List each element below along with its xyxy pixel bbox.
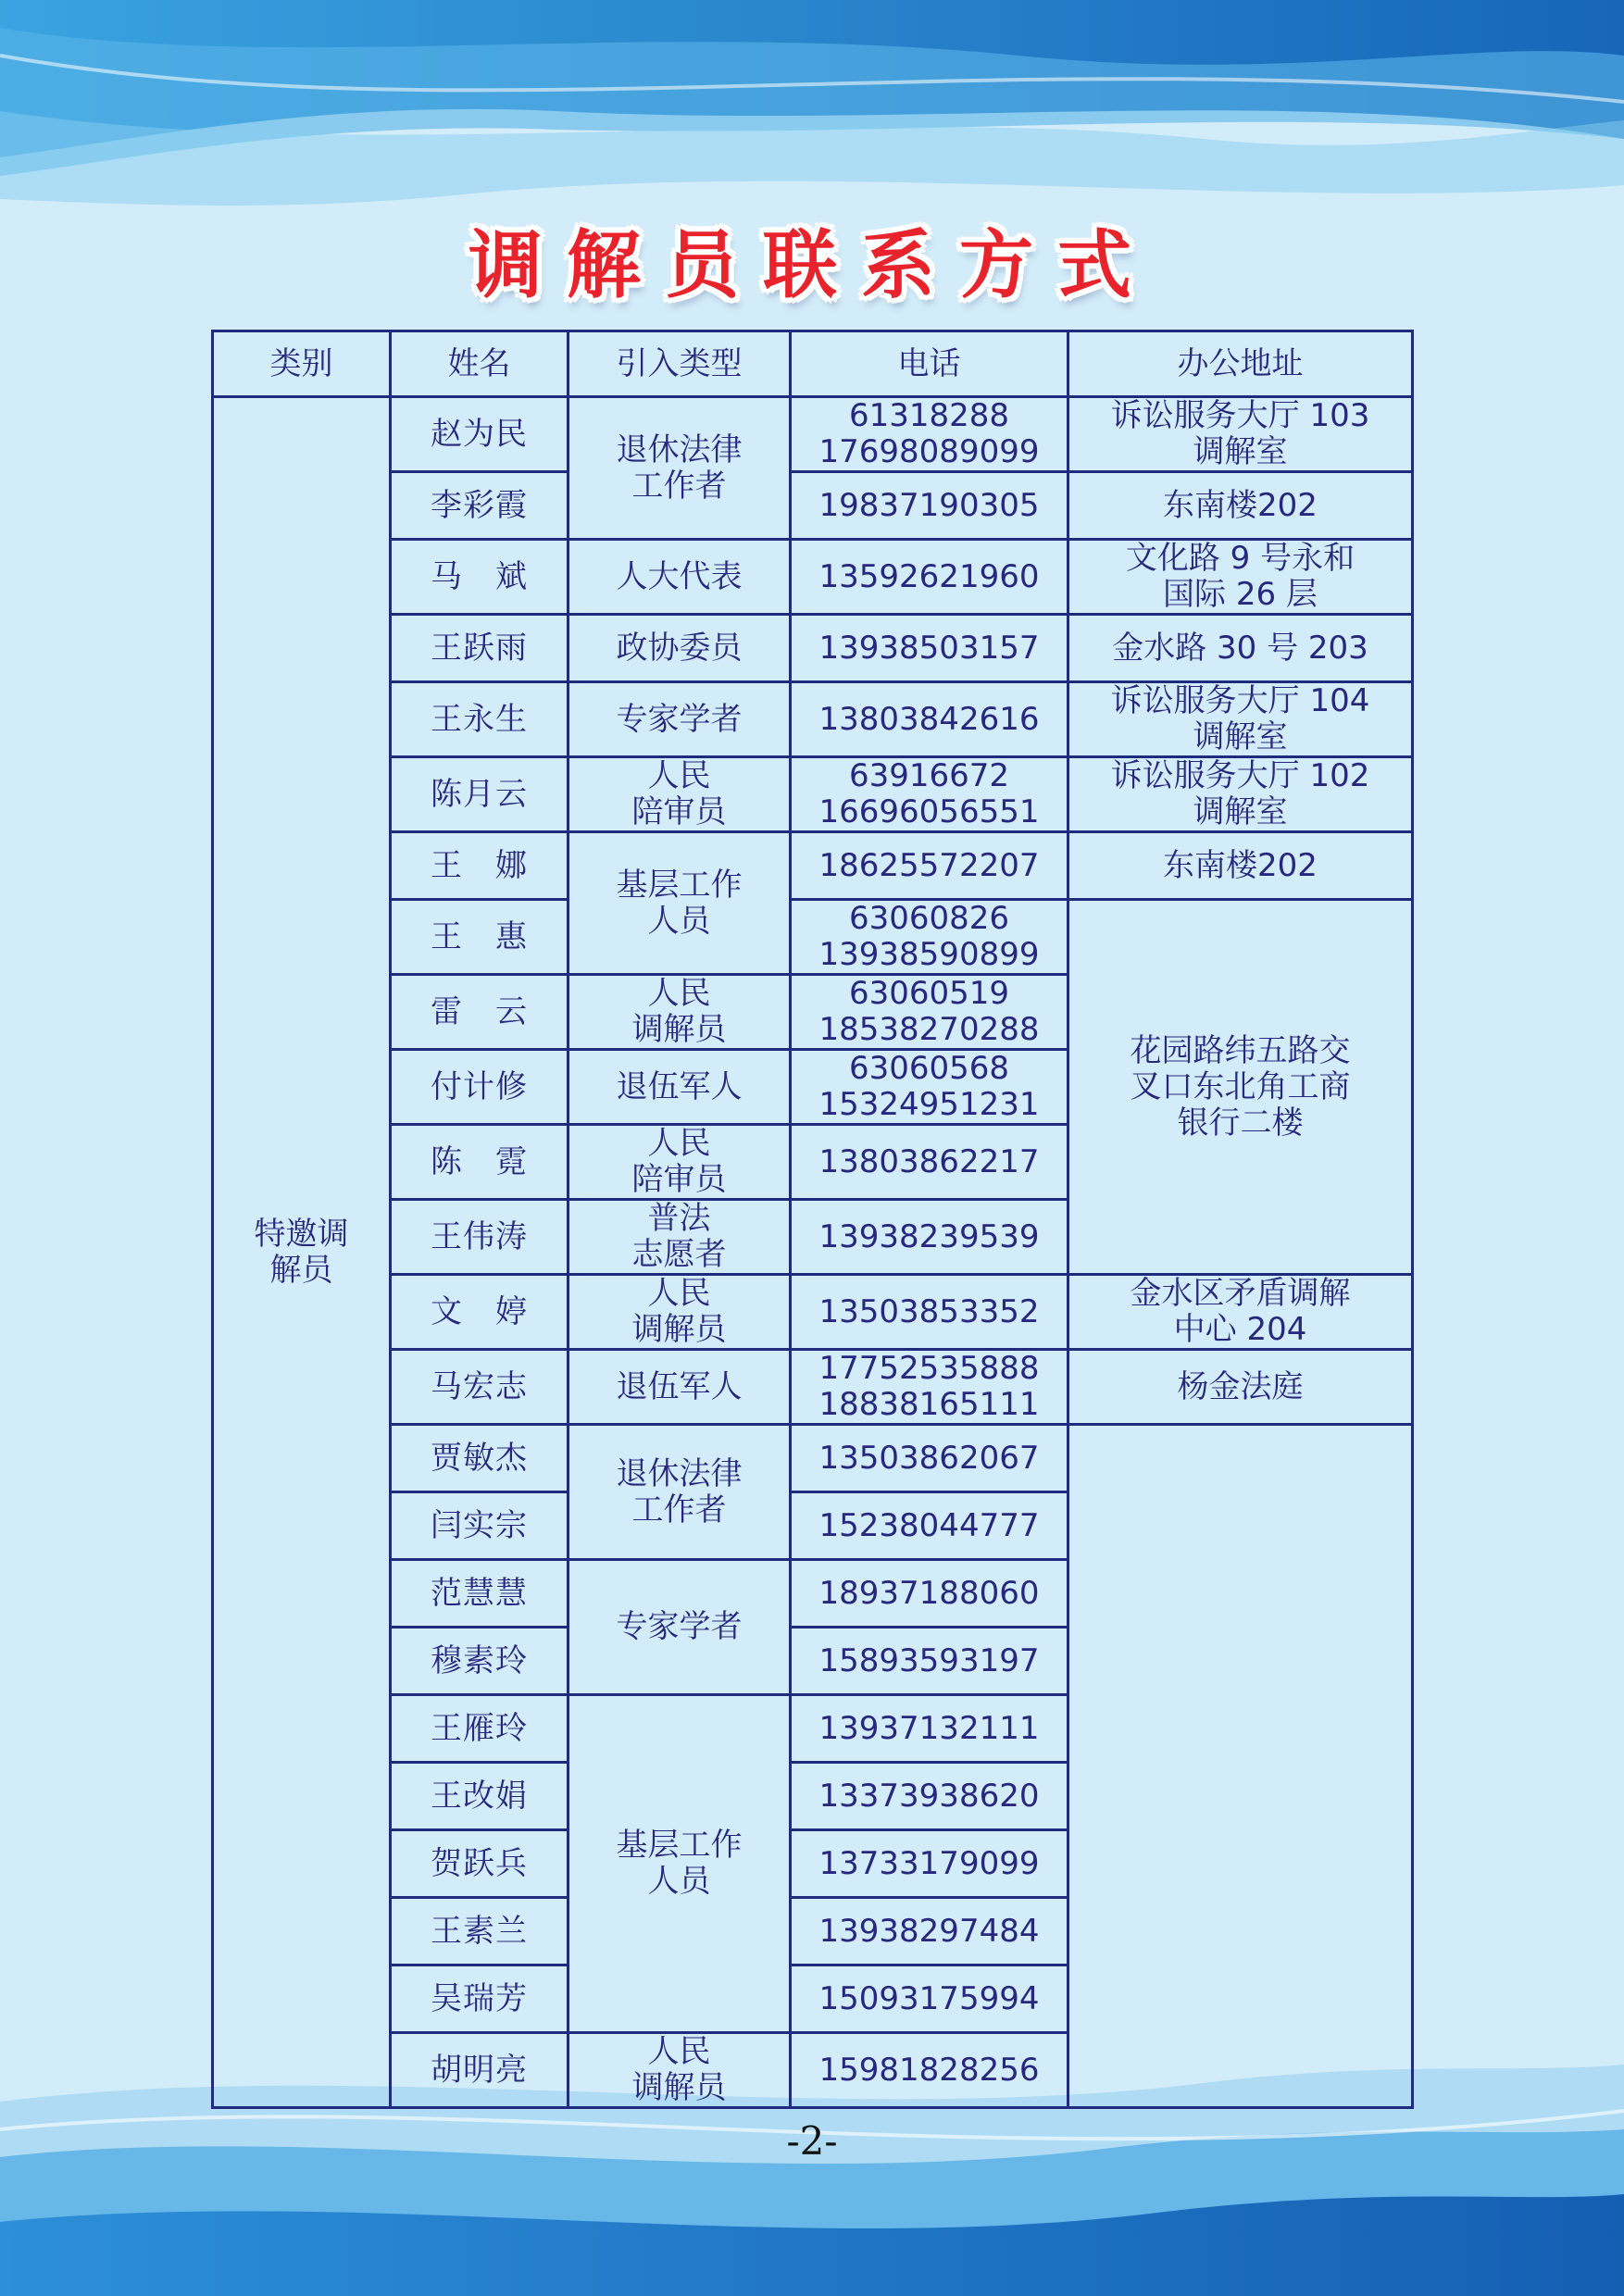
name-cell: 赵为民 xyxy=(391,397,568,472)
type-label: 基层工作 人员 xyxy=(616,866,743,940)
address-cell xyxy=(1068,757,1413,832)
name-cell: 陈月云 xyxy=(391,757,568,832)
phone-cell: 13733179099 xyxy=(791,1830,1068,1898)
type-label: 退休法律 工作者 xyxy=(616,430,743,505)
type-cell xyxy=(568,1200,791,1275)
table-row xyxy=(213,1275,1413,1350)
name-cell: 王素兰 xyxy=(391,1898,568,1965)
phone-value: 63060826 13938590899 xyxy=(818,900,1040,973)
table-row xyxy=(213,615,1413,682)
name-cell: 闫实宗 xyxy=(391,1492,568,1560)
page-title: 调解员联系方式 xyxy=(468,222,1156,308)
phone-cell xyxy=(791,975,1068,1050)
phone-cell: 15893593197 xyxy=(791,1628,1068,1695)
address-cell xyxy=(1068,682,1413,757)
address-cell xyxy=(1068,1275,1413,1350)
address-value: 金水区矛盾调解 中心 204 xyxy=(1130,1275,1351,1348)
name-cell: 贺跃兵 xyxy=(391,1830,568,1898)
type-cell xyxy=(568,2033,791,2108)
header-name: 姓名 xyxy=(391,331,568,397)
phone-cell xyxy=(791,900,1068,975)
table-row xyxy=(213,1350,1413,1425)
phone-cell: 15981828256 xyxy=(791,2033,1068,2108)
type-cell: 专家学者 xyxy=(568,1560,791,1695)
phone-cell: 15093175994 xyxy=(791,1965,1068,2033)
phone-cell xyxy=(791,397,1068,472)
address-cell xyxy=(1068,397,1413,472)
name-cell: 文 婷 xyxy=(391,1275,568,1350)
table-row xyxy=(213,900,1413,975)
type-label: 人民 陪审员 xyxy=(631,1125,727,1198)
phone-cell: 13503862067 xyxy=(791,1425,1068,1492)
name-cell: 吴瑞芳 xyxy=(391,1965,568,2033)
category-label: 特邀调 解员 xyxy=(254,1215,349,1289)
address-cell: 东南楼202 xyxy=(1068,472,1413,540)
name-cell: 王跃雨 xyxy=(391,615,568,682)
name-cell: 王永生 xyxy=(391,682,568,757)
name-cell: 马 斌 xyxy=(391,540,568,615)
table-row xyxy=(213,472,1413,540)
table-row xyxy=(213,397,1413,472)
name-cell: 范慧慧 xyxy=(391,1560,568,1628)
name-cell: 雷 云 xyxy=(391,975,568,1050)
phone-cell: 18625572207 xyxy=(791,832,1068,900)
type-cell: 政协委员 xyxy=(568,615,791,682)
type-cell: 退伍军人 xyxy=(568,1050,791,1125)
table-row xyxy=(213,682,1413,757)
name-cell: 李彩霞 xyxy=(391,472,568,540)
phone-cell: 13592621960 xyxy=(791,540,1068,615)
page-number: -2- xyxy=(786,2118,838,2164)
name-cell: 马宏志 xyxy=(391,1350,568,1425)
type-cell xyxy=(568,1125,791,1200)
type-label: 人民 调解员 xyxy=(631,975,727,1048)
table-row xyxy=(213,832,1413,900)
phone-cell: 19837190305 xyxy=(791,472,1068,540)
address-value: 花园路纬五路交 叉口东北角工商 银行二楼 xyxy=(1130,1031,1351,1142)
type-label: 普法 志愿者 xyxy=(631,1200,727,1273)
phone-cell: 13938239539 xyxy=(791,1200,1068,1275)
type-cell xyxy=(568,757,791,832)
address-value: 诉讼服务大厅 104 调解室 xyxy=(1110,682,1370,755)
phone-value: 63916672 16696056551 xyxy=(818,757,1040,830)
phone-cell: 18937188060 xyxy=(791,1560,1068,1628)
name-cell: 王 娜 xyxy=(391,832,568,900)
address-cell: 东南楼202 xyxy=(1068,832,1413,900)
phone-cell: 13803862217 xyxy=(791,1125,1068,1200)
name-cell: 王雁玲 xyxy=(391,1695,568,1763)
header-phone: 电话 xyxy=(791,331,1068,397)
type-cell xyxy=(568,1275,791,1350)
phone-cell: 13938503157 xyxy=(791,615,1068,682)
address-value: 诉讼服务大厅 103 调解室 xyxy=(1110,397,1370,470)
type-cell xyxy=(568,1695,791,2033)
name-cell: 胡明亮 xyxy=(391,2033,568,2108)
address-cell xyxy=(1068,1425,1413,2108)
table-row xyxy=(213,540,1413,615)
type-cell: 退伍军人 xyxy=(568,1350,791,1425)
address-cell xyxy=(1068,900,1413,1275)
type-label: 退休法律 工作者 xyxy=(616,1454,743,1529)
name-cell: 付计修 xyxy=(391,1050,568,1125)
table-header-row xyxy=(213,331,1413,397)
phone-value: 63060568 15324951231 xyxy=(818,1050,1040,1123)
table-row xyxy=(213,757,1413,832)
phone-cell: 13938297484 xyxy=(791,1898,1068,1965)
header-type: 引入类型 xyxy=(568,331,791,397)
phone-cell: 13503853352 xyxy=(791,1275,1068,1350)
phone-cell: 13937132111 xyxy=(791,1695,1068,1763)
type-cell xyxy=(568,832,791,975)
type-cell xyxy=(568,1425,791,1560)
address-value: 文化路 9 号永和 国际 26 层 xyxy=(1125,540,1355,613)
table-row xyxy=(213,1425,1413,1492)
name-cell: 贾敏杰 xyxy=(391,1425,568,1492)
phone-cell xyxy=(791,757,1068,832)
phone-cell xyxy=(791,1350,1068,1425)
phone-value: 63060519 18538270288 xyxy=(818,975,1040,1048)
category-cell xyxy=(213,397,391,2108)
header-category: 类别 xyxy=(213,331,391,397)
type-cell: 专家学者 xyxy=(568,682,791,757)
type-label: 基层工作 人员 xyxy=(616,1827,743,1900)
name-cell: 王改娟 xyxy=(391,1763,568,1830)
type-label: 人民 陪审员 xyxy=(631,757,727,830)
phone-cell: 15238044777 xyxy=(791,1492,1068,1560)
address-cell: 金水路 30 号 203 xyxy=(1068,615,1413,682)
phone-cell: 13373938620 xyxy=(791,1763,1068,1830)
type-cell xyxy=(568,975,791,1050)
phone-cell xyxy=(791,1050,1068,1125)
address-value: 诉讼服务大厅 102 调解室 xyxy=(1110,757,1370,830)
type-label: 人民 调解员 xyxy=(631,2033,727,2106)
header-address: 办公地址 xyxy=(1068,331,1413,397)
type-cell xyxy=(568,397,791,540)
phone-value: 17752535888 18838165111 xyxy=(818,1350,1040,1423)
phone-cell: 13803842616 xyxy=(791,682,1068,757)
name-cell: 穆素玲 xyxy=(391,1628,568,1695)
mediator-contact-table xyxy=(211,330,1414,2109)
type-label: 人民 调解员 xyxy=(631,1275,727,1348)
type-cell: 人大代表 xyxy=(568,540,791,615)
address-cell xyxy=(1068,540,1413,615)
address-cell: 杨金法庭 xyxy=(1068,1350,1413,1425)
name-cell: 陈 霓 xyxy=(391,1125,568,1200)
name-cell: 王 惠 xyxy=(391,900,568,975)
phone-value: 61318288 17698089099 xyxy=(818,397,1040,470)
name-cell: 王伟涛 xyxy=(391,1200,568,1275)
